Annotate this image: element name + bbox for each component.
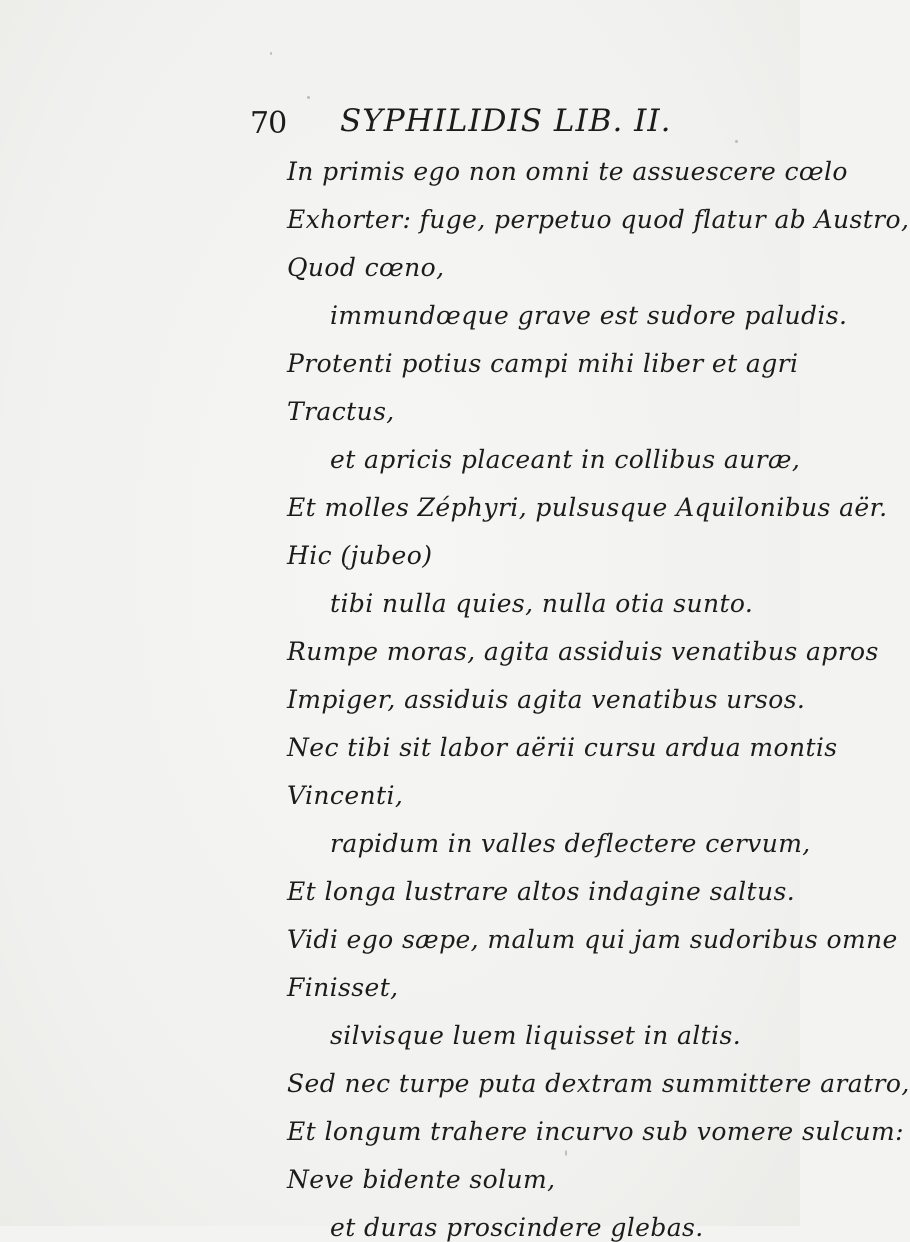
running-head: SYPHILIDIS LIB. II. <box>340 103 672 139</box>
verse-line: In primis ego non omni te assuescere cœlo <box>287 157 848 186</box>
verse-line: Tractus, <box>287 397 395 426</box>
verse-line: Neve bidente solum, <box>287 1165 556 1194</box>
paper-speck <box>270 52 272 55</box>
verse-line: silvisque luem liquisset in altis. <box>330 1021 742 1050</box>
verse-line: rapidum in valles deflectere cervum, <box>330 829 811 858</box>
verse-line: Et molles Zéphyri, pulsusque Aquilonibus aër. <box>287 493 888 522</box>
verse-line: immundœque grave est sudore paludis. <box>330 301 848 330</box>
verse-line: et duras proscindere glebas. <box>330 1213 704 1242</box>
verse-line: Rumpe moras, agita assiduis venatibus apros <box>287 637 879 666</box>
paper-speck <box>307 96 310 99</box>
paper-speck <box>735 140 738 143</box>
page-number: 70 <box>250 106 287 141</box>
verse-line: Quod cœno, <box>287 253 445 282</box>
verse-line: Exhorter: fuge, perpetuo quod flatur ab Austro, <box>287 205 910 234</box>
verse-line: et apricis placeant in collibus auræ, <box>330 445 801 474</box>
verse-line: tibi nulla quies, nulla otia sunto. <box>330 589 754 618</box>
verse-line: Finisset, <box>287 973 399 1002</box>
verse-line: Sed nec turpe puta dextram summittere aratro, <box>287 1069 910 1098</box>
verse-line: Vidi ego sæpe, malum qui jam sudoribus omne <box>287 925 898 954</box>
verse-line: Nec tibi sit labor aërii cursu ardua montis <box>287 733 838 762</box>
verse-line: Impiger, assiduis agita venatibus ursos. <box>287 685 806 714</box>
paper-speck <box>565 1150 567 1156</box>
verse-line: Vincenti, <box>287 781 404 810</box>
verse-line: Protenti potius campi mihi liber et agri <box>287 349 799 378</box>
verse-line: Hic (jubeo) <box>287 541 433 570</box>
verse-line: Et longa lustrare altos indagine saltus. <box>287 877 796 906</box>
verse-line: Et longum trahere incurvo sub vomere sulcum: <box>287 1117 904 1146</box>
